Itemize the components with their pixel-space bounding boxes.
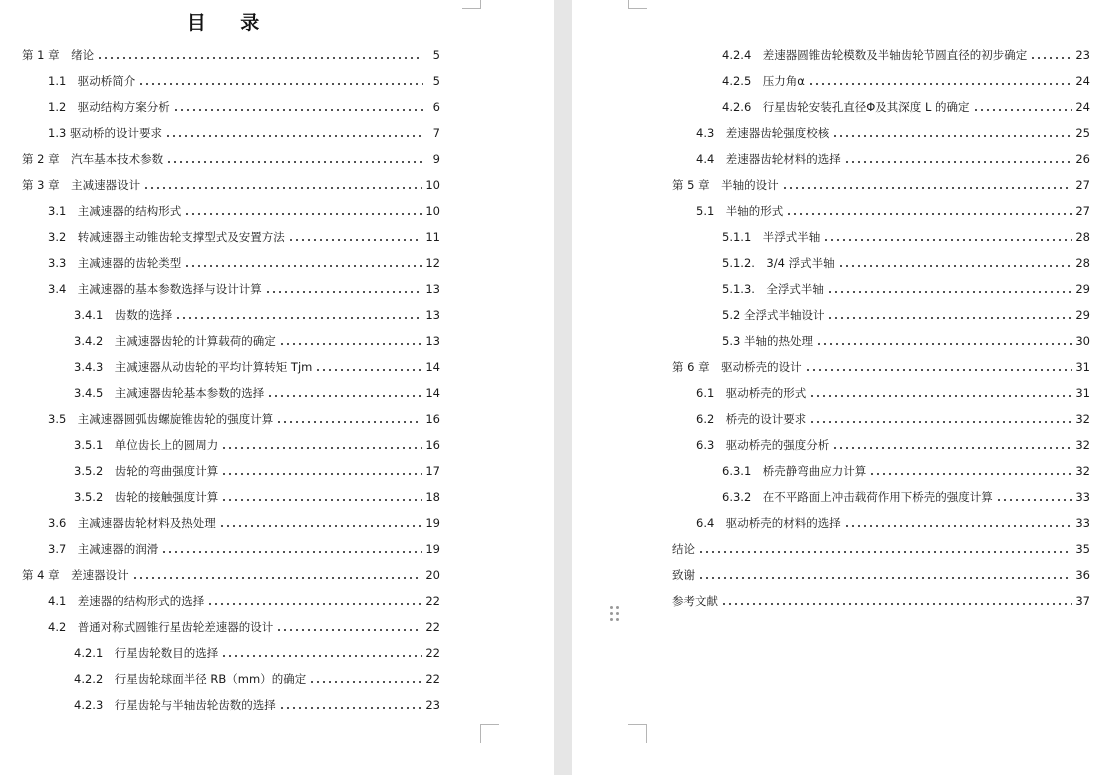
- toc-entry-label: 第 6 章 驱动桥壳的设计: [672, 360, 802, 374]
- toc-entry-label: 结论: [672, 542, 695, 556]
- dot-leader: [173, 109, 423, 111]
- toc-entry-label: 4.2 普通对称式圆锥行星齿轮差速器的设计: [48, 620, 274, 634]
- dot-leader: [1030, 57, 1072, 59]
- toc-entry[interactable]: [48, 614, 440, 634]
- dot-leader: [166, 161, 423, 163]
- toc-entry[interactable]: [722, 276, 1090, 296]
- dot-leader: [132, 577, 423, 579]
- toc-entry[interactable]: [722, 250, 1090, 270]
- toc-entry-label: 第 2 章 汽车基本技术参数: [22, 152, 164, 166]
- toc-entry-page-number: 22: [425, 646, 440, 660]
- toc-entry-label: 6.1 驱动桥壳的形式: [696, 386, 807, 400]
- dot-leader: [827, 291, 1072, 293]
- toc-entry[interactable]: [722, 302, 1090, 322]
- dot-leader: [221, 499, 422, 501]
- toc-entry[interactable]: [74, 458, 440, 478]
- dot-leader: [832, 447, 1072, 449]
- toc-entry[interactable]: [696, 380, 1090, 400]
- toc-entry[interactable]: [48, 406, 440, 426]
- toc-entry[interactable]: [74, 692, 440, 712]
- toc-entry[interactable]: [22, 172, 440, 192]
- toc-entry[interactable]: [722, 68, 1090, 88]
- toc-entry-page-number: 13: [425, 282, 440, 296]
- toc-entry[interactable]: [722, 42, 1090, 62]
- toc-entry[interactable]: [672, 588, 1090, 608]
- toc-entry[interactable]: [48, 68, 440, 88]
- toc-entry-page-number: 27: [1075, 178, 1090, 192]
- dot-leader: [823, 239, 1072, 241]
- dot-leader: [207, 603, 422, 605]
- toc-entry-label: 3.2 转减速器主动锥齿轮支撑型式及安置方法: [48, 230, 285, 244]
- dot-leader: [832, 135, 1072, 137]
- dot-leader: [279, 707, 423, 709]
- toc-entry-page-number: 10: [425, 204, 440, 218]
- toc-entry[interactable]: [74, 666, 440, 686]
- toc-entry-label: 4.2.5 压力角α: [722, 74, 805, 88]
- toc-entry-page-number: 29: [1075, 308, 1090, 322]
- toc-entry[interactable]: [48, 94, 440, 114]
- toc-entry-label: 4.3 差速器齿轮强度校核: [696, 126, 830, 140]
- toc-entry-label: 5.2 全浮式半轴设计: [722, 308, 825, 322]
- toc-entry[interactable]: [74, 328, 440, 348]
- dot-leader: [143, 187, 422, 189]
- dot-leader: [809, 395, 1072, 397]
- toc-entry-label: 3.5.2 齿轮的接触强度计算: [74, 490, 219, 504]
- toc-entry[interactable]: [696, 120, 1090, 140]
- toc-entry-page-number: 28: [1075, 230, 1090, 244]
- toc-entry-label: 6.4 驱动桥壳的材料的选择: [696, 516, 841, 530]
- toc-entry-label: 1.2 驱动结构方案分析: [48, 100, 170, 114]
- dot-leader: [698, 577, 1072, 579]
- dot-leader: [279, 343, 423, 345]
- dot-leader: [827, 317, 1072, 319]
- toc-entry-page-number: 30: [1075, 334, 1090, 348]
- toc-entry[interactable]: [48, 276, 440, 296]
- page-corner-mark: [480, 724, 499, 743]
- toc-entry-page-number: 23: [1075, 48, 1090, 62]
- toc-entry-page-number: 13: [425, 334, 440, 348]
- toc-entry-page-number: 22: [425, 594, 440, 608]
- toc-entry-page-number: 20: [425, 568, 440, 582]
- toc-entry-page-number: 9: [432, 152, 440, 166]
- dot-leader: [265, 291, 423, 293]
- toc-entry-label: 4.1 差速器的结构形式的选择: [48, 594, 205, 608]
- toc-entry-page-number: 23: [425, 698, 440, 712]
- toc-entry-page-number: 32: [1075, 464, 1090, 478]
- toc-entry[interactable]: [696, 432, 1090, 452]
- toc-entry-page-number: 10: [425, 178, 440, 192]
- toc-entry-page-number: 11: [425, 230, 440, 244]
- dot-leader: [219, 525, 423, 527]
- toc-entry[interactable]: [696, 406, 1090, 426]
- dot-leader: [721, 603, 1072, 605]
- dot-leader: [808, 83, 1073, 85]
- toc-entry[interactable]: [48, 224, 440, 244]
- toc-entry[interactable]: [48, 588, 440, 608]
- toc-entry-page-number: 35: [1075, 542, 1090, 556]
- toc-entry-label: 第 5 章 半轴的设计: [672, 178, 779, 192]
- toc-entry-label: 第 3 章 主减速器设计: [22, 178, 141, 192]
- toc-entry-page-number: 26: [1075, 152, 1090, 166]
- toc-entry[interactable]: [48, 510, 440, 530]
- toc-entry[interactable]: [48, 120, 440, 140]
- toc-entry-page-number: 24: [1075, 100, 1090, 114]
- toc-entry-page-number: 16: [425, 412, 440, 426]
- toc-entry-page-number: 33: [1075, 516, 1090, 530]
- dot-leader: [288, 239, 423, 241]
- dot-leader: [165, 135, 423, 137]
- toc-entry[interactable]: [672, 536, 1090, 556]
- toc-entry-page-number: 29: [1075, 282, 1090, 296]
- toc-entry-label: 3.4.1 齿数的选择: [74, 308, 173, 322]
- dot-leader: [805, 369, 1073, 371]
- dot-leader: [786, 213, 1072, 215]
- toc-entry-label: 5.1 半轴的形式: [696, 204, 784, 218]
- toc-entry-label: 4.2.1 行星齿轮数目的选择: [74, 646, 219, 660]
- toc-entry-label: 3.6 主减速器齿轮材料及热处理: [48, 516, 216, 530]
- dot-leader: [161, 551, 422, 553]
- toc-entry-page-number: 25: [1075, 126, 1090, 140]
- toc-entry-page-number: 13: [425, 308, 440, 322]
- dot-leader: [996, 499, 1073, 501]
- toc-entry-page-number: 18: [425, 490, 440, 504]
- toc-entry[interactable]: [696, 510, 1090, 530]
- dot-leader: [97, 57, 423, 59]
- toc-entry-label: 参考文献: [672, 594, 718, 608]
- toc-entry-page-number: 19: [425, 542, 440, 556]
- toc-entry[interactable]: [722, 328, 1090, 348]
- dot-leader: [184, 265, 422, 267]
- toc-entry-page-number: 37: [1075, 594, 1090, 608]
- toc-entry-page-number: 36: [1075, 568, 1090, 582]
- toc-entry-label: 4.2.2 行星齿轮球面半径 RB（mm）的确定: [74, 672, 307, 686]
- toc-entry-label: 3.4.2 主减速器齿轮的计算载荷的确定: [74, 334, 276, 348]
- toc-entry-page-number: 32: [1075, 438, 1090, 452]
- toc-entry-label: 5.3 半轴的热处理: [722, 334, 813, 348]
- toc-entry[interactable]: [672, 562, 1090, 582]
- dot-leader: [221, 473, 422, 475]
- toc-entry-page-number: 31: [1075, 386, 1090, 400]
- toc-entry-label: 3.3 主减速器的齿轮类型: [48, 256, 182, 270]
- dot-leader: [869, 473, 1072, 475]
- toc-entry[interactable]: [722, 224, 1090, 244]
- toc-entry-label: 3.4.5 主减速器齿轮基本参数的选择: [74, 386, 265, 400]
- toc-entry-label: 第 4 章 差速器设计: [22, 568, 129, 582]
- toc-entry[interactable]: [696, 198, 1090, 218]
- toc-entry-page-number: 28: [1075, 256, 1090, 270]
- toc-entry[interactable]: [22, 42, 440, 62]
- toc-entry[interactable]: [74, 484, 440, 504]
- toc-entry-page-number: 19: [425, 516, 440, 530]
- toc-entry[interactable]: [22, 562, 440, 582]
- toc-entry-page-number: 24: [1075, 74, 1090, 88]
- dot-leader: [184, 213, 422, 215]
- toc-entry-label: 1.3 驱动桥的设计要求: [48, 126, 162, 140]
- toc-entry-label: 4.4 差速器齿轮材料的选择: [696, 152, 841, 166]
- toc-entry[interactable]: [74, 302, 440, 322]
- toc-entry[interactable]: [22, 146, 440, 166]
- toc-entry[interactable]: [48, 536, 440, 556]
- toc-entry-page-number: 5: [432, 48, 440, 62]
- toc-entry[interactable]: [722, 458, 1090, 478]
- toc-entry-page-number: 31: [1075, 360, 1090, 374]
- toc-entry-page-number: 14: [425, 386, 440, 400]
- toc-entry-label: 5.1.2. 3/4 浮式半轴: [722, 256, 835, 270]
- dot-leader: [221, 447, 422, 449]
- toc-entry[interactable]: [672, 172, 1090, 192]
- toc-entry-label: 3.7 主减速器的润滑: [48, 542, 159, 556]
- dot-leader: [973, 109, 1073, 111]
- dot-leader: [138, 83, 423, 85]
- toc-entry-label: 6.3 驱动桥壳的强度分析: [696, 438, 830, 452]
- toc-entry-page-number: 5: [432, 74, 440, 88]
- dot-leader: [844, 161, 1073, 163]
- dot-leader: [315, 369, 422, 371]
- toc-entry-page-number: 7: [432, 126, 440, 140]
- toc-entry-label: 4.2.3 行星齿轮与半轴齿轮齿数的选择: [74, 698, 276, 712]
- toc-entry[interactable]: [672, 354, 1090, 374]
- toc-entry[interactable]: [48, 198, 440, 218]
- dot-leader: [221, 655, 422, 657]
- toc-entry-label: 3.5.2 齿轮的弯曲强度计算: [74, 464, 219, 478]
- toc-entry-label: 第 1 章 绪论: [22, 48, 95, 62]
- toc-entry[interactable]: [722, 484, 1090, 504]
- toc-entry-label: 3.4 主减速器的基本参数选择与设计计算: [48, 282, 262, 296]
- toc-entry-label: 6.3.2 在不平路面上冲击载荷作用下桥壳的强度计算: [722, 490, 993, 504]
- toc-entry-page-number: 33: [1075, 490, 1090, 504]
- dot-leader: [816, 343, 1072, 345]
- dot-leader: [276, 629, 422, 631]
- toc-entry-page-number: 32: [1075, 412, 1090, 426]
- toc-entry-label: 4.2.6 行星齿轮安装孔直径Φ及其深度 L 的确定: [722, 100, 970, 114]
- toc-entry[interactable]: [722, 94, 1090, 114]
- toc-entry[interactable]: [74, 354, 440, 374]
- dot-leader: [838, 265, 1073, 267]
- toc-entry-label: 6.2 桥壳的设计要求: [696, 412, 807, 426]
- page-corner-mark: [462, 0, 481, 9]
- dot-leader: [309, 681, 422, 683]
- toc-entry-page-number: 22: [425, 620, 440, 634]
- dot-leader: [698, 551, 1072, 553]
- toc-entry[interactable]: [74, 432, 440, 452]
- toc-entry[interactable]: [74, 640, 440, 660]
- document-page-right: [572, 0, 1102, 775]
- toc-entry-label: 5.1.3. 全浮式半轴: [722, 282, 824, 296]
- toc-entry-label: 3.1 主减速器的结构形式: [48, 204, 182, 218]
- toc-entry-page-number: 27: [1075, 204, 1090, 218]
- toc-entry-page-number: 22: [425, 672, 440, 686]
- toc-entry[interactable]: [74, 380, 440, 400]
- page-corner-mark: [480, 0, 499, 8]
- toc-title: 目 录: [186, 12, 274, 34]
- page-corner-mark: [628, 724, 647, 743]
- dot-leader: [267, 395, 422, 397]
- dot-leader: [809, 421, 1072, 423]
- toc-entry-label: 3.5.1 单位齿长上的圆周力: [74, 438, 219, 452]
- dot-leader: [782, 187, 1073, 189]
- toc-entry-page-number: 16: [425, 438, 440, 452]
- toc-entry-page-number: 14: [425, 360, 440, 374]
- page-corner-mark: [628, 0, 647, 9]
- toc-entry-label: 5.1.1 半浮式半轴: [722, 230, 821, 244]
- toc-entry-label: 3.4.3 主减速器从动齿轮的平均计算转矩 Tjm: [74, 360, 313, 374]
- toc-entry-page-number: 6: [432, 100, 440, 114]
- toc-entry[interactable]: [696, 146, 1090, 166]
- toc-entry[interactable]: [48, 250, 440, 270]
- toc-entry-page-number: 12: [425, 256, 440, 270]
- dot-leader: [276, 421, 422, 423]
- toc-entry-label: 致谢: [672, 568, 695, 582]
- drag-handle-icon[interactable]: [610, 606, 620, 622]
- toc-entry-page-number: 17: [425, 464, 440, 478]
- toc-entry-label: 4.2.4 差速器圆锥齿轮模数及半轴齿轮节圆直径的初步确定: [722, 48, 1028, 62]
- toc-entry-label: 6.3.1 桥壳静弯曲应力计算: [722, 464, 867, 478]
- dot-leader: [844, 525, 1073, 527]
- dot-leader: [175, 317, 422, 319]
- toc-entry-label: 1.1 驱动桥简介: [48, 74, 136, 88]
- toc-entry-label: 3.5 主减速器圆弧齿螺旋锥齿轮的强度计算: [48, 412, 274, 426]
